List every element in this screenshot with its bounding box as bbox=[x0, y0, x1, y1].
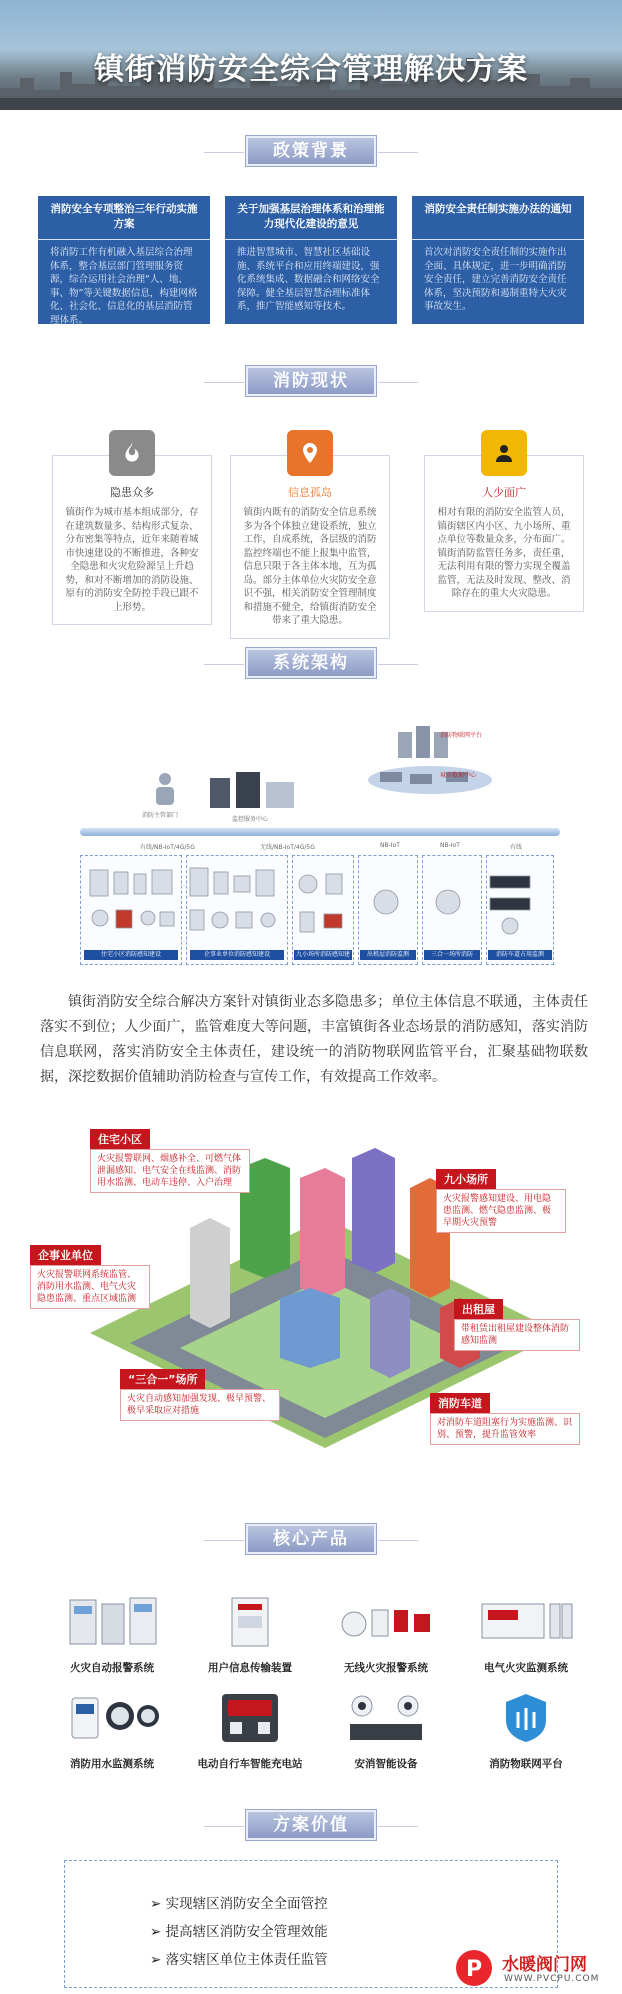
status-card-body: 相对有限的消防安全监管人员，镇街辖区内小区、九小场所、重点单位等数量众多，分布面广。镇街消防监管任务多，责任重，无法利用有限的警力实现全覆盖监管，无法及时发现、整改、消除存在的重大火灾隐患。 bbox=[437, 507, 571, 599]
charging-station-icon bbox=[200, 1690, 300, 1746]
product-item bbox=[42, 1594, 182, 1675]
value-item: ➢ 落实辖区单位主体责任监管 bbox=[150, 1952, 328, 1968]
scene-tag-desc: 火灾报警联网、烟感补全、可燃气体泄漏感知、电气安全在线监测、消防用水监测、电动车违停、入户治理 bbox=[90, 1149, 250, 1193]
svg-text:P: P bbox=[465, 1957, 483, 1982]
product-label: 消防用水监测系统 bbox=[70, 1758, 154, 1770]
arch-label-network4: NB-IoT bbox=[440, 842, 460, 849]
scene-tag-desc: 对消防车道阻塞行为实施监测、识别、预警，提升监管效率 bbox=[430, 1413, 580, 1445]
section-title-policy: 政策背景 bbox=[246, 136, 376, 166]
product-label: 火灾自动报警系统 bbox=[70, 1662, 154, 1674]
scene-tag-small-venue bbox=[436, 1168, 566, 1233]
status-card-title: 人少面广 bbox=[482, 486, 526, 499]
policy-card-2 bbox=[225, 196, 397, 324]
town-scene-illustration bbox=[30, 1128, 590, 1468]
arch-label-network2: 无线/NB-IoT/4G/5G bbox=[260, 844, 315, 851]
policy-card-3 bbox=[412, 196, 584, 324]
section-title-architecture: 系统架构 bbox=[246, 648, 376, 678]
value-item: ➢ 实现辖区消防安全全面管控 bbox=[150, 1896, 328, 1912]
product-item bbox=[180, 1594, 320, 1675]
scene-tag-title: 住宅小区 bbox=[90, 1129, 150, 1149]
water-gauge-icon bbox=[62, 1690, 162, 1746]
policy-card-body: 推进智慧城市、智慧社区基础设施、系统平台和应用终端建设，强化系统集成、数据融合和网络安全保障。健全基层智慧治理标准体系，推广智能感知等技术。 bbox=[237, 247, 380, 312]
scene-tag-desc: 火灾报警感知建设、用电隐患监测、燃气隐患监测、极早期火灾预警 bbox=[436, 1189, 566, 1233]
arch-label-server: 监控服务中心 bbox=[232, 816, 269, 823]
scene-tag-desc: 带租赁出租屋建设整体消防感知监测 bbox=[454, 1319, 580, 1351]
scene-tag-title: 企事业单位 bbox=[30, 1245, 101, 1265]
scene-tag-desc: 火灾自动感知加强发现、极早预警、极早采取应对措施 bbox=[120, 1389, 280, 1421]
value-text: 实现辖区消防安全全面管控 bbox=[165, 1896, 328, 1912]
scene-tag-title: “三合一”场所 bbox=[120, 1369, 205, 1389]
arch-label-platform: 消防物联网平台 bbox=[440, 732, 483, 739]
user-icon bbox=[150, 770, 180, 810]
product-item bbox=[42, 1690, 182, 1771]
network-bus bbox=[80, 828, 560, 836]
scene-tag-title: 出租屋 bbox=[454, 1299, 503, 1319]
scene-tag-residential bbox=[90, 1128, 250, 1193]
status-card-body: 镇街内既有的消防安全信息系统多为各个体独立建设系统，独立工作，自成系统，各层级的消防监控终端也不能上报集中监管，信息只限于各主体本地，互为孤岛。部分主体单位火灾防安全意识不强，相关消防安全管理制度和措施不健全，给镇街消防安全带来了重大隐患。 bbox=[243, 507, 377, 626]
status-card-body: 镇街作为城市基本组成部分，存在建筑数量多、结构形式复杂、分布密集等特点，近年来随着城市快速建设的不断推进，各种安全隐患和火灾危险源呈上升趋势，和对不断增加的消防设施、原有的消防安全防控手段已跟不上形势。 bbox=[65, 507, 199, 613]
server-rack-icon bbox=[210, 772, 300, 814]
scene-tag-title: 消防车道 bbox=[430, 1393, 490, 1413]
watermark-logo-icon bbox=[454, 1948, 494, 1988]
policy-card-title: 消防安全专项整治三年行动实施方案 bbox=[38, 196, 210, 240]
status-card-3 bbox=[424, 455, 584, 612]
electrical-monitor-icon bbox=[476, 1594, 576, 1650]
transmission-device-icon bbox=[200, 1594, 300, 1650]
arch-group-label: 出租屋消防监测 bbox=[360, 950, 416, 960]
scene-tag-title: 九小场所 bbox=[436, 1169, 496, 1189]
scene-tag-fire-lane bbox=[430, 1392, 580, 1445]
arch-label-users: 消防主管部门 bbox=[142, 812, 179, 819]
product-label: 安消智能设备 bbox=[354, 1758, 418, 1770]
product-item bbox=[316, 1594, 456, 1675]
product-label: 无线火灾报警系统 bbox=[344, 1662, 428, 1674]
arch-label-network1: 有线/NB-IoT/4G/5G bbox=[140, 844, 195, 851]
page-title: 镇街消防安全综合管理解决方案 bbox=[94, 52, 528, 87]
wireless-detector-icon bbox=[336, 1594, 436, 1650]
shield-icon bbox=[476, 1690, 576, 1746]
value-item: ➢ 提高辖区消防安全管理效能 bbox=[150, 1924, 328, 1940]
status-card-title: 信息孤岛 bbox=[288, 486, 332, 499]
watermark-url: WWW.PVCPU.COM bbox=[504, 1974, 600, 1984]
fire-alarm-panel-icon bbox=[62, 1594, 162, 1650]
hero-banner bbox=[0, 0, 622, 110]
arch-group-label: 三合一场所消防 bbox=[424, 950, 480, 960]
section-title-value: 方案价值 bbox=[246, 1810, 376, 1840]
product-item bbox=[456, 1690, 596, 1771]
solution-description: 镇街消防安全综合解决方案针对镇街业态多隐患多；单位主体信息不联通，主体责任落实不到位；人少面广，监管难度大等问题，丰富镇街各业态场景的消防感知，落实消防信息联网，落实消防安全主体责任，建设统一的消防物联网监管平台，汇聚基础物联数据，深挖数据价值辅助消防检查与宣传工作，有效提高工作效率。 bbox=[40, 994, 588, 1085]
fire-icon bbox=[109, 430, 155, 476]
status-card-2 bbox=[230, 455, 390, 639]
policy-card-title: 关于加强基层治理体系和治理能力现代化建设的意见 bbox=[225, 196, 397, 240]
arch-group-label: 消防车道占用监测 bbox=[488, 950, 552, 960]
scene-tag-rental bbox=[454, 1298, 580, 1351]
product-label: 电动自行车智能充电站 bbox=[197, 1758, 303, 1770]
section-title-products: 核心产品 bbox=[246, 1524, 376, 1554]
watermark bbox=[454, 1946, 622, 1994]
product-label: 用户信息传输装置 bbox=[208, 1662, 292, 1674]
arch-group-label: 住宅小区消防感知建设 bbox=[84, 950, 178, 960]
arch-label-network3: NB-IoT bbox=[380, 842, 400, 849]
architecture-diagram bbox=[80, 710, 560, 975]
product-label: 电气火灾监测系统 bbox=[484, 1662, 568, 1674]
status-card-1 bbox=[52, 455, 212, 625]
product-item bbox=[456, 1594, 596, 1675]
arch-group-label: 企事业单位消防感知建设 bbox=[190, 950, 284, 960]
status-card-title: 隐患众多 bbox=[110, 486, 154, 499]
section-title-status: 消防现状 bbox=[246, 366, 376, 396]
scene-tag-three-in-one bbox=[120, 1368, 280, 1421]
scene-tag-desc: 火灾报警联网系统监管、消防用水监测、电气火灾隐患监测、重点区域监测 bbox=[30, 1265, 150, 1309]
person-icon bbox=[481, 430, 527, 476]
watermark-name: 水暖阀门网 bbox=[502, 1955, 587, 1975]
arch-label-network5: 有线 bbox=[510, 844, 523, 851]
product-item bbox=[316, 1690, 456, 1771]
policy-card-body: 首次对消防安全责任制的实施作出全面、具体规定，进一步明确消防安全责任，建立完善消防安全责任体系，坚决预防和遏制重特大火灾事故发生。 bbox=[424, 247, 567, 312]
product-label: 消防物联网平台 bbox=[489, 1758, 563, 1770]
value-text: 落实辖区单位主体责任监管 bbox=[165, 1952, 328, 1968]
policy-card-body: 将消防工作有机融入基层综合治理体系，整合基层部门管理服务资源，综合运用社会治理“人、地、事、物”等关键数据信息，构建网格化、社会化、信息化的基层消防管理体系。 bbox=[50, 247, 198, 326]
scene-tag-enterprise bbox=[30, 1244, 150, 1309]
camera-icon bbox=[336, 1690, 436, 1746]
policy-card-title: 消防安全责任制实施办法的通知 bbox=[412, 196, 584, 240]
policy-card-1 bbox=[38, 196, 210, 324]
product-item bbox=[180, 1690, 320, 1771]
arch-group-label: 九小场所消防感知建设 bbox=[295, 951, 350, 968]
arch-label-cloud: 城市数据中心 bbox=[440, 772, 477, 779]
arch-device-icons bbox=[86, 862, 550, 948]
location-icon bbox=[287, 430, 333, 476]
value-text: 提高辖区消防安全管理效能 bbox=[165, 1924, 328, 1940]
